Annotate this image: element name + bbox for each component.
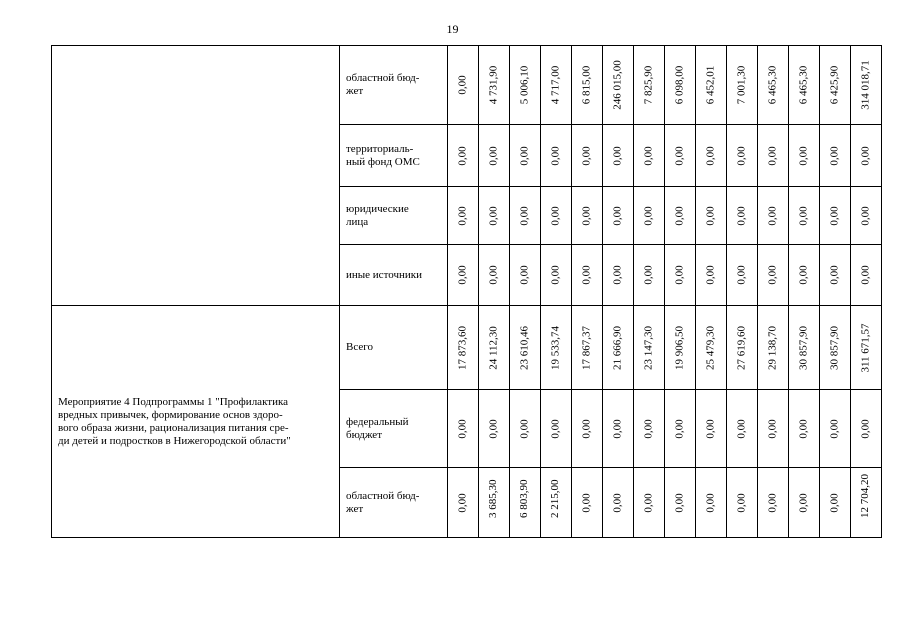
value-cell [510,46,541,125]
value-cell [603,306,634,390]
value-text: 4 717,00 [549,65,562,105]
value-text: 19 906,50 [673,325,686,370]
value-cell [758,187,789,245]
activity-cell-empty [52,46,340,306]
value-text: 24 112,30 [487,325,500,370]
value-text: 0,00 [673,265,686,285]
value-cell [479,245,510,306]
value-text: 0,00 [456,492,469,513]
value-text: 0,00 [735,205,748,226]
value-text: 0,00 [580,418,593,439]
value-text: 0,00 [673,492,686,513]
value-text: 0,00 [549,265,562,285]
value-cell [448,306,479,390]
activity-text-line: вредных привычек, формирование основ здоро- [58,408,283,421]
value-cell [851,390,882,468]
value-cell [603,468,634,538]
value-text: 0,00 [704,205,717,226]
value-text: 0,00 [456,205,469,226]
value-text: 0,00 [487,418,500,439]
value-cell [758,125,789,187]
value-text: 0,00 [828,492,841,513]
value-text: 3 685,30 [487,479,499,518]
value-text: 0,00 [580,145,593,166]
value-text: 0,00 [704,418,717,439]
value-text: 0,00 [642,145,655,166]
value-text: 0,00 [673,418,686,439]
funding-source [340,245,448,306]
value-cell [634,187,665,245]
value-cell [727,245,758,306]
value-text: 0,00 [642,418,655,439]
value-text: 6 452,01 [704,65,717,105]
activity-text-line: ди детей и подростков в Нижегородской области" [58,434,291,447]
value-text: 27 619,60 [735,325,748,370]
value-cell [603,390,634,468]
value-text: 6 425,90 [828,65,841,105]
value-cell [448,187,479,245]
value-cell [510,125,541,187]
value-text: 29 138,70 [766,325,779,370]
value-text: 0,00 [518,205,531,226]
funding-source [340,187,448,245]
value-cell [820,468,851,538]
value-text: 19 533,74 [549,325,562,370]
value-cell [820,306,851,390]
value-text: 21 666,90 [611,325,624,370]
value-text: 0,00 [828,145,841,166]
value-cell [727,125,758,187]
value-cell [758,245,789,306]
value-text: 0,00 [518,265,531,285]
activity-text-line: вого образа жизни, рационализация питания сре- [58,421,289,434]
value-text: 0,00 [766,265,779,285]
value-text: 17 867,37 [580,325,593,370]
activity-text-line: Мероприятие 4 Подпрограммы 1 "Профилактика [58,395,289,408]
value-cell [510,245,541,306]
value-cell [634,245,665,306]
value-text: 0,00 [642,265,655,285]
value-text: 0,00 [456,418,469,439]
value-text: 0,00 [704,492,717,513]
value-cell [541,125,572,187]
value-text: 0,00 [580,492,593,513]
value-text: 0,00 [859,145,872,166]
value-text: 0,00 [611,492,624,513]
value-cell [572,245,603,306]
value-text: 0,00 [518,145,531,166]
value-cell [665,187,696,245]
value-cell [820,46,851,125]
value-text: 0,00 [859,265,872,285]
value-text: 0,00 [611,418,624,439]
value-text: 0,00 [766,205,779,226]
funding-source [340,46,448,125]
value-cell [665,390,696,468]
value-text: 5 006,10 [518,65,531,105]
value-text: 0,00 [487,205,500,226]
funding-source-label: лица [346,215,369,228]
value-cell [634,306,665,390]
value-cell [789,468,820,538]
page-number: 19 [446,22,459,36]
value-cell [696,125,727,187]
activity-cell [52,306,340,538]
value-text: 6 098,00 [673,65,686,105]
value-text: 7 001,30 [735,65,748,105]
value-text: 0,00 [518,418,531,439]
value-cell [851,468,882,538]
value-text: 246 015,00 [611,60,624,110]
value-cell [541,306,572,390]
value-text: 6 465,30 [766,65,779,105]
value-text: 0,00 [828,418,841,439]
value-text: 2 215,00 [549,479,561,518]
value-text: 0,00 [673,145,686,166]
value-text: 311 671,57 [859,322,872,373]
funding-source-label: федеральный [346,415,409,428]
value-text: 0,00 [673,205,686,226]
value-cell [634,468,665,538]
value-cell [758,306,789,390]
value-cell [634,390,665,468]
value-text: 6 815,00 [580,65,593,105]
value-cell [665,245,696,306]
table-row [52,46,882,125]
value-text: 0,00 [642,492,655,513]
value-cell [572,468,603,538]
funding-source-label: жет [346,502,364,515]
value-cell [479,390,510,468]
value-cell [603,125,634,187]
value-text: 0,00 [735,418,748,439]
funding-source-label: бюджет [346,428,382,441]
value-cell [727,390,758,468]
value-cell [448,46,479,125]
value-cell [696,245,727,306]
value-text: 0,00 [797,418,810,439]
value-text: 0,00 [735,145,748,166]
value-cell [541,46,572,125]
value-text: 25 479,30 [704,325,717,370]
value-text: 23 610,46 [518,325,531,370]
value-text: 0,00 [704,265,717,285]
value-text: 6 465,30 [797,65,810,105]
funding-source-label: областной бюд- [346,72,420,84]
value-text: 0,00 [487,145,500,166]
value-text: 0,00 [487,265,500,285]
value-cell [603,187,634,245]
value-text: 0,00 [797,205,810,226]
value-cell [789,125,820,187]
value-text: 0,00 [735,492,748,513]
value-text: 0,00 [580,265,593,285]
value-cell [479,187,510,245]
value-cell [851,46,882,125]
value-cell [572,125,603,187]
value-text: 0,00 [611,265,624,285]
funding-source-label: территориаль- [346,142,414,155]
value-cell [851,306,882,390]
value-cell [789,187,820,245]
value-text: 0,00 [704,145,717,166]
value-cell [541,187,572,245]
value-text: 0,00 [859,205,872,226]
value-text: 0,00 [549,205,562,226]
value-cell [789,390,820,468]
value-text: 0,00 [549,145,562,166]
value-text: 12 704,20 [859,474,871,518]
value-text: 0,00 [797,265,810,285]
value-cell [727,306,758,390]
value-text: 0,00 [797,492,810,513]
value-cell [541,390,572,468]
budget-table [51,45,882,538]
value-cell [448,125,479,187]
value-cell [758,390,789,468]
value-text: 17 873,60 [456,325,469,370]
value-cell [820,125,851,187]
value-cell [696,187,727,245]
value-cell [510,187,541,245]
value-text: 0,00 [611,145,624,166]
value-cell [572,187,603,245]
value-text: 314 018,71 [859,60,872,110]
value-cell [541,468,572,538]
value-cell [479,306,510,390]
value-cell [665,125,696,187]
value-cell [696,46,727,125]
value-text: 0,00 [456,145,469,166]
value-cell [696,468,727,538]
value-text: 0,00 [611,205,624,226]
value-text: 0,00 [828,205,841,226]
value-cell [758,468,789,538]
funding-source-label: ный фонд ОМС [346,155,420,168]
value-cell [727,468,758,538]
value-text: 30 857,90 [797,325,810,370]
value-text: 0,00 [456,75,469,95]
value-cell [820,187,851,245]
value-cell [789,46,820,125]
value-cell [448,245,479,306]
value-cell [479,125,510,187]
value-cell [851,245,882,306]
value-cell [696,306,727,390]
value-cell [541,245,572,306]
value-cell [479,468,510,538]
funding-source-label: Всего [346,341,373,353]
value-text: 0,00 [797,145,810,166]
value-text: 0,00 [549,418,562,439]
value-cell [479,46,510,125]
value-text: 4 731,90 [487,65,500,105]
value-cell [820,245,851,306]
funding-source [340,306,448,390]
value-cell [665,46,696,125]
value-text: 0,00 [642,205,655,226]
value-text: 0,00 [456,265,469,285]
funding-source-label: юридические [346,202,409,215]
value-cell [851,187,882,245]
funding-source [340,125,448,187]
value-cell [696,390,727,468]
value-cell [448,468,479,538]
funding-source [340,468,448,538]
value-cell [448,390,479,468]
value-cell [572,306,603,390]
value-text: 0,00 [766,492,779,513]
value-text: 0,00 [859,418,872,439]
value-cell [851,125,882,187]
value-text: 30 857,90 [828,325,841,370]
funding-source-label: иные источники [346,268,422,281]
value-text: 0,00 [735,265,748,285]
value-cell [603,245,634,306]
value-cell [789,306,820,390]
value-cell [727,187,758,245]
value-cell [727,46,758,125]
value-text: 0,00 [828,265,841,285]
value-text: 6 803,90 [518,479,530,518]
value-cell [603,46,634,125]
value-cell [510,390,541,468]
value-cell [634,46,665,125]
value-cell [572,390,603,468]
value-cell [665,468,696,538]
funding-source-label: жет [346,85,364,97]
value-cell [510,468,541,538]
value-text: 0,00 [766,145,779,166]
value-cell [789,245,820,306]
value-cell [510,306,541,390]
value-cell [572,46,603,125]
value-cell [665,306,696,390]
funding-source [340,390,448,468]
funding-source-label: областной бюд- [346,489,420,502]
value-text: 0,00 [766,418,779,439]
table-row [52,306,882,390]
value-cell [634,125,665,187]
value-text: 0,00 [580,205,593,226]
value-text: 23 147,30 [642,325,655,370]
value-text: 7 825,90 [642,65,655,105]
value-cell [820,390,851,468]
value-cell [758,46,789,125]
